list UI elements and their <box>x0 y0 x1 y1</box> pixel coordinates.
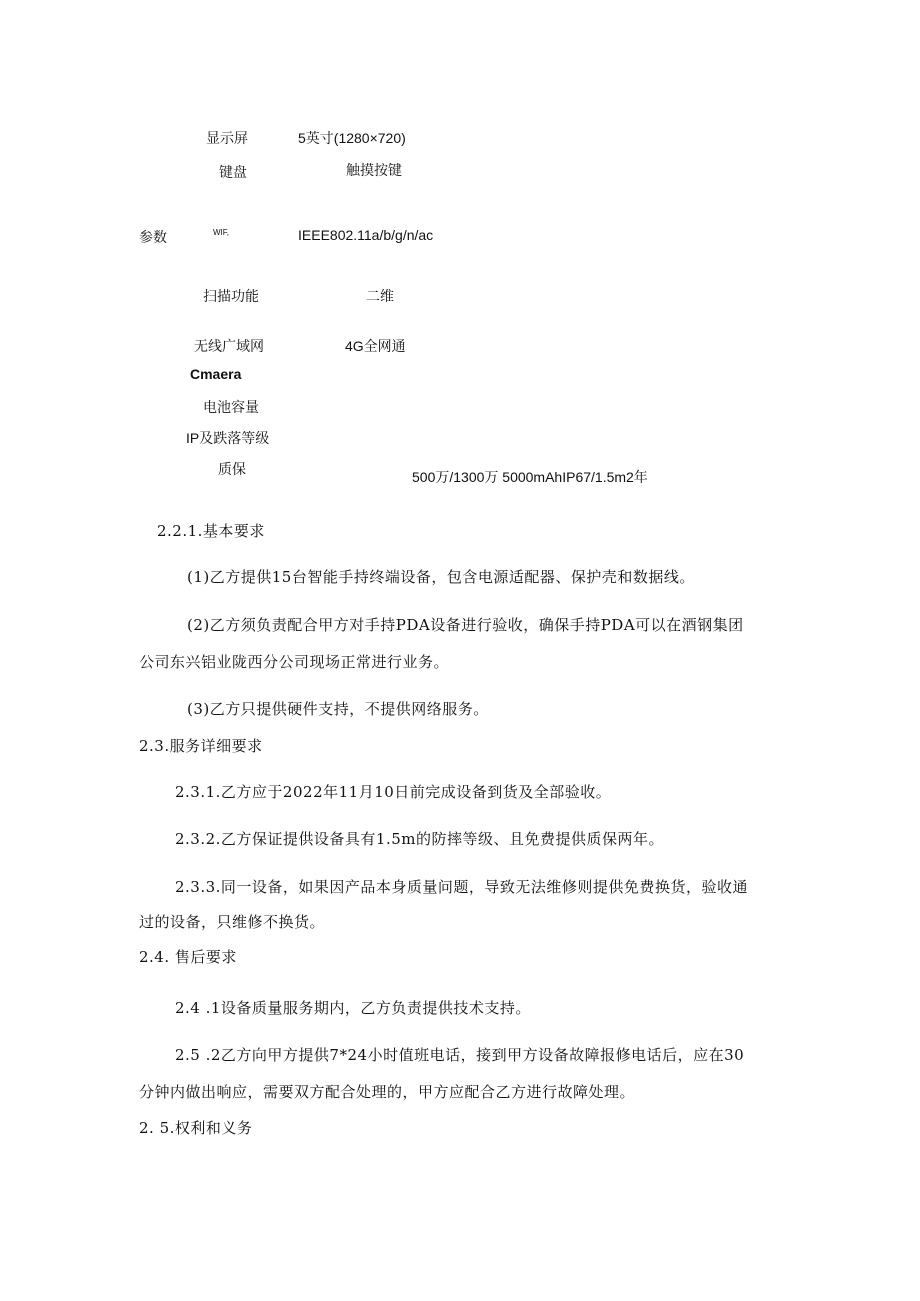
battery-label: 电池容量 <box>203 399 259 415</box>
display-value: 5英寸(1280×720) <box>298 130 406 146</box>
wan-value: 4G全网通 <box>345 338 406 354</box>
paragraph-2-4-1: 2.4 .1设备质量服务期内，乙方负责提供技术支持。 <box>175 999 531 1017</box>
wifi-label: WIF, <box>213 228 229 237</box>
heading-2-3: 2.3.服务详细要求 <box>139 737 263 755</box>
ip-label: IP及跌落等级 <box>186 430 270 446</box>
warranty-label: 质保 <box>218 461 246 477</box>
heading-2-4: 2.4. 售后要求 <box>139 948 237 966</box>
paragraph-2-4-2a: 2.5 .2乙方向甲方提供7*24小时值班电话，接到甲方设备故障报修电话后，应在30 <box>175 1046 745 1064</box>
paragraph-2-4-2b: 分钟内做出响应，需要双方配合处理的，甲方应配合乙方进行故障处理。 <box>139 1083 636 1101</box>
display-label: 显示屏 <box>206 130 248 146</box>
heading-2-5: 2. 5.权利和义务 <box>139 1119 253 1137</box>
paragraph-2-3-2: 2.3.2.乙方保证提供设备具有1.5m的防摔等级、且免费提供质保两年。 <box>175 830 665 848</box>
paragraph-2a: (2)乙方须负责配合甲方对手持PDA设备进行验收，确保手持PDA可以在酒钢集团 <box>187 616 744 634</box>
scan-label: 扫描功能 <box>203 288 259 304</box>
keyboard-value: 触摸按键 <box>346 162 402 178</box>
combined-values: 500万/1300万 5000mAhIP67/1.5m2年 <box>412 469 648 485</box>
wifi-value: IEEE802.11a/b/g/n/ac <box>298 227 434 243</box>
camera-label: Cmaera <box>190 366 242 382</box>
heading-2-2-1: 2.2.1.基本要求 <box>157 522 265 540</box>
paragraph-2b: 公司东兴铝业陇西分公司现场正常进行业务。 <box>139 653 450 671</box>
paragraph-1: (1)乙方提供15台智能手持终端设备，包含电源适配器、保护壳和数据线。 <box>187 568 695 586</box>
paragraph-3: (3)乙方只提供硬件支持，不提供网络服务。 <box>187 700 489 718</box>
paragraph-2-3-3b: 过的设备，只维修不换货。 <box>139 913 326 931</box>
paragraph-2-3-3a: 2.3.3.同一设备，如果因产品本身质量问题，导致无法维修则提供免费换货，验收通 <box>175 878 748 896</box>
keyboard-label: 键盘 <box>219 164 247 180</box>
params-label: 参数 <box>139 229 167 245</box>
wan-label: 无线广域网 <box>194 338 264 354</box>
paragraph-2-3-1: 2.3.1.乙方应于2022年11月10日前完成设备到货及全部验收。 <box>175 783 612 801</box>
scan-value: 二维 <box>366 288 394 304</box>
